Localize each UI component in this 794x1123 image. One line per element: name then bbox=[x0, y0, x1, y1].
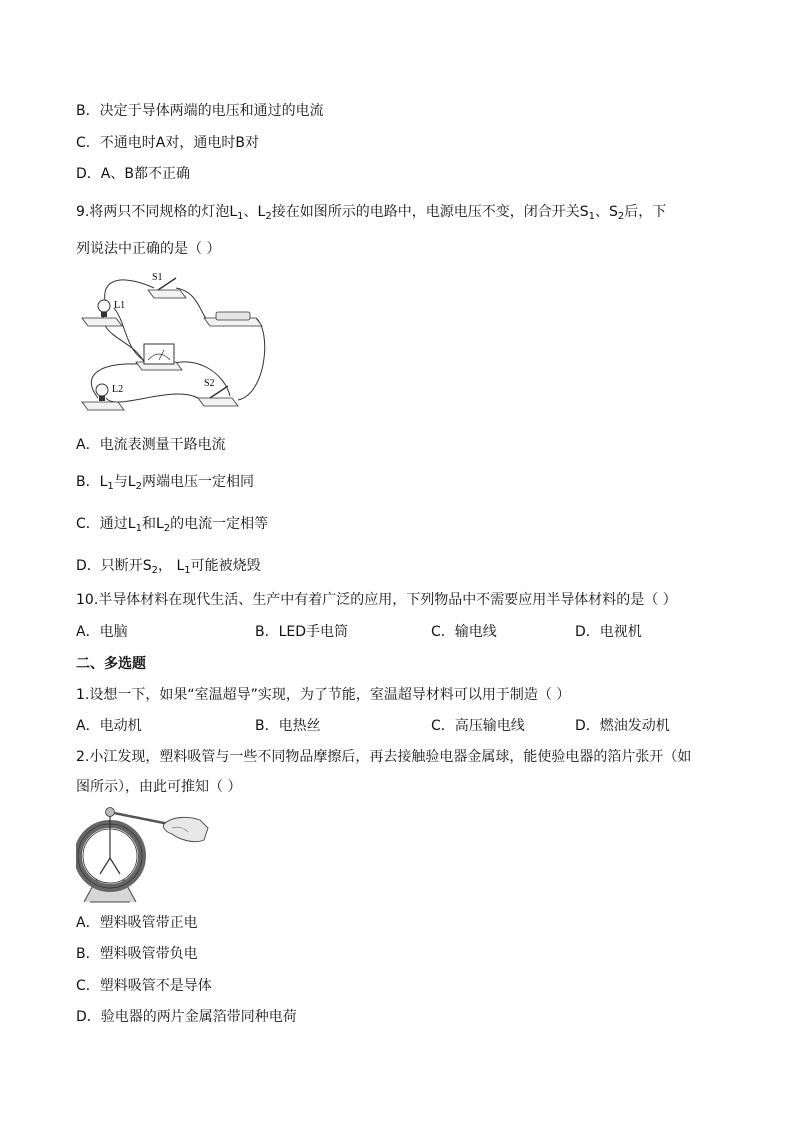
q9-option-b: B．$L_1$与$L_2$两端电压一定相同 bbox=[76, 474, 254, 492]
q9-stem-line1: 9.将两只不同规格的灯泡$L_1$、$L_2$接在如图所示的电路中，电源电压不变，闭合开关$S_1$、$S_2$后，下 bbox=[76, 204, 667, 222]
q8-option-b: B．决定于导体两端的电压和通过的电流 bbox=[76, 103, 324, 119]
switch-s2 bbox=[198, 398, 238, 406]
m1-option-a: A．电动机 bbox=[76, 718, 142, 734]
m1-option-b: B．电热丝 bbox=[255, 718, 321, 734]
q8-option-d: D．A、B都不正确 bbox=[76, 166, 190, 182]
q10-option-a: A．电脑 bbox=[76, 624, 128, 640]
q9-stem-line2: 列说法中正确的是（ ） bbox=[76, 241, 221, 257]
q9-option-d: D．只断开$S_2$， $L_1$可能被烧毁 bbox=[76, 558, 261, 576]
switch-s1 bbox=[148, 290, 186, 298]
electroscope-figure bbox=[76, 806, 210, 906]
metal-ball bbox=[106, 808, 115, 817]
label-s1: S1 bbox=[152, 272, 163, 283]
lamp-l2 bbox=[82, 402, 124, 410]
m1-option-d: D．燃油发动机 bbox=[575, 718, 670, 734]
hand bbox=[163, 817, 208, 841]
q10-stem: 10.半导体材料在现代生活、生产中有着广泛的应用，下列物品中不需要应用半导体材料的是（ ） bbox=[76, 592, 677, 608]
label-l2: L2 bbox=[112, 384, 124, 395]
label-l1: L1 bbox=[114, 300, 126, 311]
q9-option-a: A．电流表测量干路电流 bbox=[76, 437, 226, 453]
q10-option-c: C．输电线 bbox=[431, 624, 497, 640]
m2-stem-line2: 图所示），由此可推知（ ） bbox=[76, 779, 242, 795]
m2-option-b: B．塑料吸管带负电 bbox=[76, 946, 198, 962]
m2-option-c: C．塑料吸管不是导体 bbox=[76, 978, 212, 994]
m1-stem: 1.设想一下，如果“室温超导”实现，为了节能，室温超导材料可以用于制造（ ） bbox=[76, 687, 571, 703]
q9-option-c: C．通过$L_1$和$L_2$的电流一定相等 bbox=[76, 516, 269, 534]
m2-stem-line1: 2.小江发现，塑料吸管与一些不同物品摩擦后，再去接触验电器金属球，能使验电器的箔片张开（如 bbox=[76, 749, 692, 765]
m2-option-d: D．验电器的两片金属箔带同种电荷 bbox=[76, 1009, 297, 1025]
section-title-multiple-choice: 二、多选题 bbox=[76, 656, 146, 672]
m1-option-c: C．高压输电线 bbox=[431, 718, 525, 734]
lamp-l1 bbox=[82, 318, 122, 326]
q10-options bbox=[76, 622, 726, 642]
q10-option-b: B．LED手电筒 bbox=[255, 624, 349, 640]
circuit-diagram bbox=[76, 266, 272, 418]
q10-option-d: D．电视机 bbox=[575, 624, 642, 640]
m1-options bbox=[76, 716, 726, 736]
q8-option-c: C．不通电时A对，通电时B对 bbox=[76, 135, 259, 151]
label-s2: S2 bbox=[204, 378, 215, 389]
m2-option-a: A．塑料吸管带正电 bbox=[76, 915, 198, 931]
